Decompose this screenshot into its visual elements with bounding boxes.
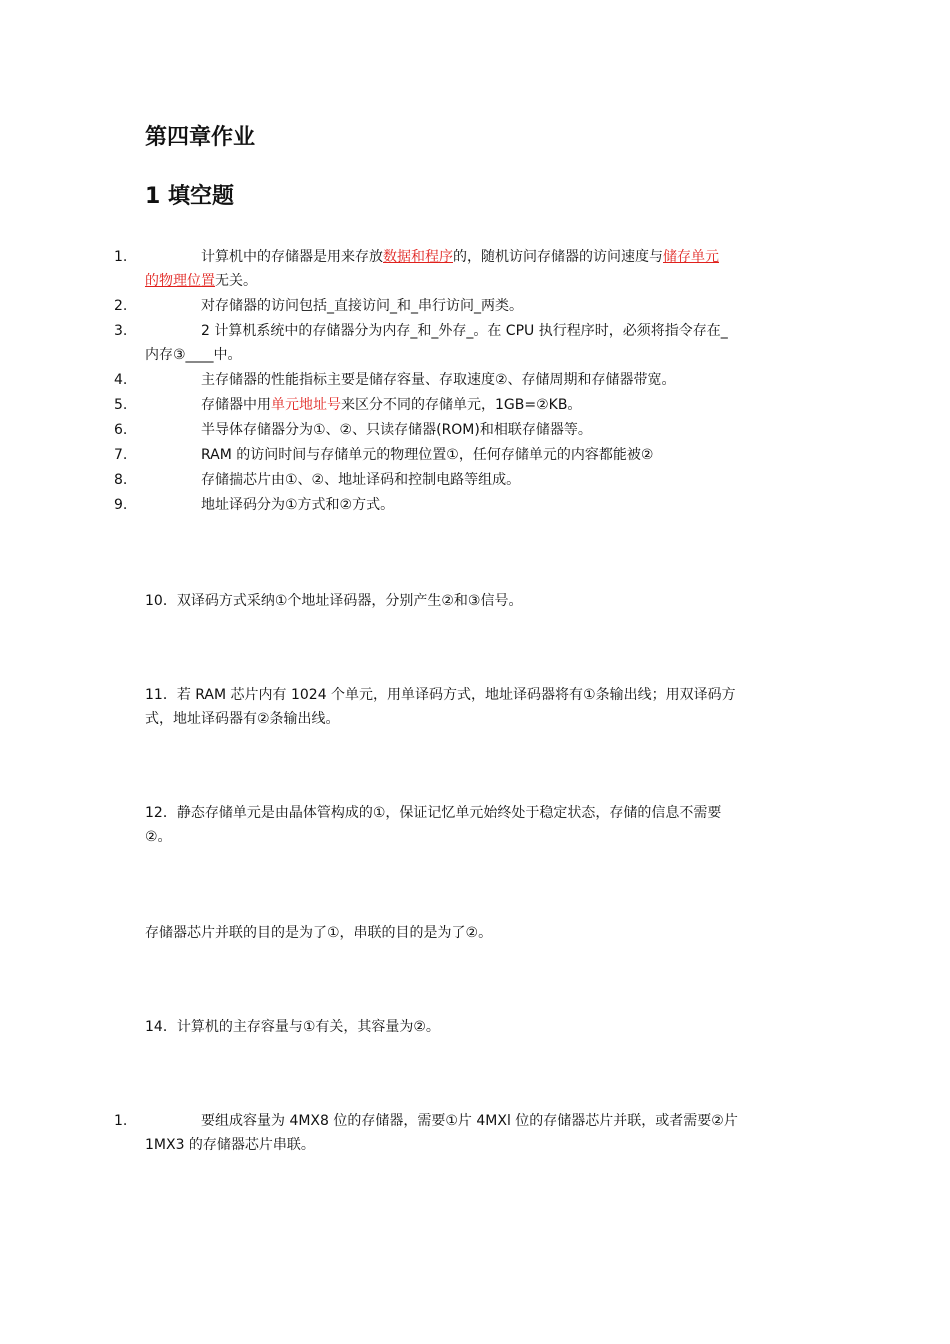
question-15-line2: 1MX3 的存储器芯片串联。 — [145, 1137, 315, 1153]
question-15-line1: 要组成容量为 4MX8 位的存储器，需要①片 4MXl 位的存储器芯片并联，或者需要②片 — [201, 1113, 738, 1129]
list-number: 3. — [114, 323, 128, 339]
list-item-text: 的物理位置无关。 — [145, 273, 257, 289]
list-item-text: 对存储器的访问包括_直接访问_和_串行访问_两类。 — [201, 298, 523, 314]
highlight-answer: 的物理位置 — [145, 273, 215, 289]
list-number: 4. — [114, 372, 128, 388]
list-item-text: 主存储器的性能指标主要是储存容量、存取速度②、存储周期和存储器带宽。 — [201, 372, 676, 388]
list-number: 7. — [114, 447, 128, 463]
list-item-text: 2 计算机系统中的存储器分为内存_和_外存_。在 CPU 执行程序时，必须将指令存在_ — [201, 323, 728, 339]
list-number: 5. — [114, 397, 128, 413]
question-11-line1: 11．若 RAM 芯片内有 1024 个单元，用单译码方式，地址译码器将有①条输出线；用双译码方 — [145, 687, 736, 703]
question-11-line2: 式，地址译码器有②条输出线。 — [145, 711, 340, 727]
question-12-line2: ②。 — [145, 829, 172, 845]
highlight-answer: 单元地址号 — [271, 397, 341, 413]
page-title: 第四章作业 — [145, 125, 256, 150]
list-item-text: 存储揣芯片由①、②、地址译码和控制电路等组成。 — [201, 472, 521, 488]
list-item-text: 半导体存储器分为①、②、只读存储器(ROM)和相联存储器等。 — [201, 422, 592, 438]
list-number: 6. — [114, 422, 128, 438]
list-item-text: 存储器中用单元地址号来区分不同的存储单元，1GB=②KB。 — [201, 397, 582, 413]
list-item-text: 内存③____中。 — [145, 347, 242, 363]
list-number: 1. — [114, 1113, 128, 1129]
list-number: 2. — [114, 298, 128, 314]
highlight-answer: 储存单元 — [663, 249, 719, 265]
question-13: 存储器芯片并联的目的是为了①，串联的目的是为了②。 — [145, 925, 493, 941]
question-12-line1: 12．静态存储单元是由晶体管构成的①，保证记忆单元始终处于稳定状态，存储的信息不需要 — [145, 805, 722, 821]
list-number: 1. — [114, 249, 128, 265]
list-number: 8. — [114, 472, 128, 488]
list-item-text: 计算机中的存储器是用来存放数据和程序的，随机访问存储器的访问速度与储存单元 — [201, 249, 719, 265]
list-number: 9. — [114, 497, 128, 513]
question-14: 14．计算机的主存容量与①有关，其容量为②。 — [145, 1019, 440, 1035]
section-heading: 1 填空题 — [145, 184, 234, 209]
highlight-answer: 数据和程序 — [383, 249, 453, 265]
question-10: 10．双译码方式采纳①个地址译码器，分别产生②和③信号。 — [145, 593, 523, 609]
list-item-text: RAM 的访问时间与存储单元的物理位置①，任何存储单元的内容都能被② — [201, 447, 654, 463]
list-item-text: 地址译码分为①方式和②方式。 — [201, 497, 395, 513]
